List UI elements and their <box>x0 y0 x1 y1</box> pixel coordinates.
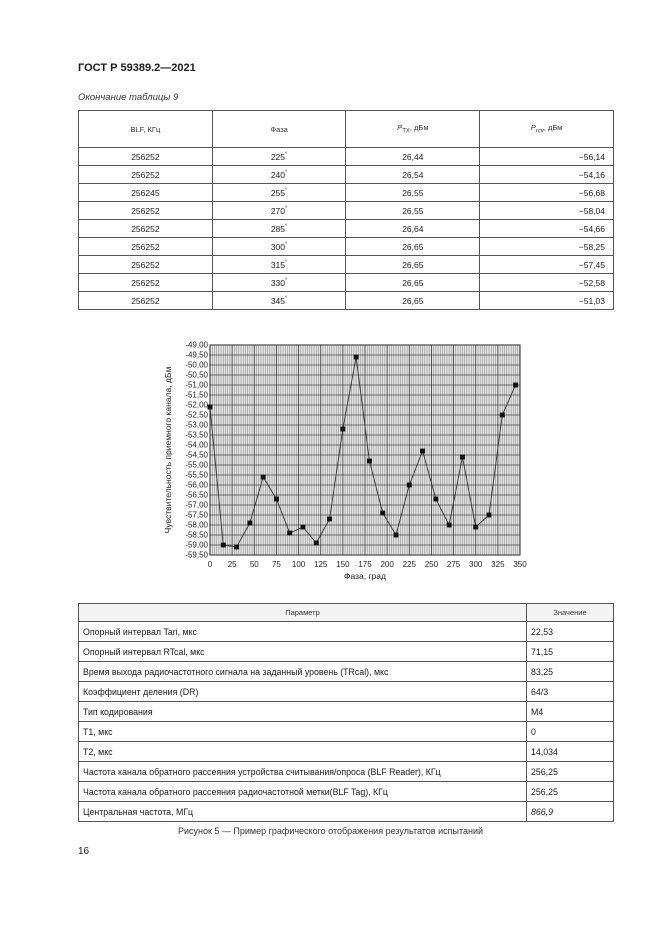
degree-sign: ° <box>285 169 288 176</box>
y-tick-label: -56,50 <box>185 490 208 500</box>
table-row <box>79 256 614 274</box>
parameters-table <box>78 603 614 822</box>
data-point <box>261 475 266 480</box>
phase-value: 345 <box>270 295 285 306</box>
ptx-subscript: TX <box>402 128 410 135</box>
degree-sign: ° <box>285 241 288 248</box>
param-value: 866,9 <box>527 802 614 822</box>
param-value: 71,15 <box>527 642 614 662</box>
x-axis-label: Фаза, град <box>344 571 386 581</box>
param-value: 83,25 <box>527 662 614 682</box>
data-point <box>513 383 518 388</box>
cell-phase <box>212 220 346 238</box>
prcv-subscript: rcv <box>535 128 544 135</box>
degree-sign: ° <box>285 259 288 266</box>
cell-blf: 256252 <box>79 148 213 166</box>
table-row <box>79 274 614 292</box>
data-point <box>314 541 319 546</box>
param-name: T1, мкс <box>79 722 527 742</box>
data-point <box>287 531 292 536</box>
cell-prcv: −57,45 <box>480 256 614 274</box>
param-name: Тип кодирования <box>79 702 527 722</box>
ptx-unit: , дБм <box>409 123 429 133</box>
data-point <box>367 459 372 464</box>
cell-ptx: 26,65 <box>346 292 480 310</box>
params-header-row <box>79 604 614 622</box>
phase-value: 225 <box>270 151 285 162</box>
prcv-unit: , дБм <box>543 123 563 133</box>
cell-ptx: 26,64 <box>346 220 480 238</box>
y-tick-label: -57,50 <box>185 510 208 520</box>
col-header-ptx <box>346 111 480 148</box>
cell-prcv: −56,14 <box>480 148 614 166</box>
cell-prcv: −52,58 <box>480 274 614 292</box>
col-header-prcv <box>480 111 614 148</box>
cell-prcv: −54,16 <box>480 166 614 184</box>
data-point <box>327 517 332 522</box>
phase-value: 315 <box>270 259 285 270</box>
results-table <box>78 110 614 310</box>
table-caption: Окончание таблицы 9 <box>78 92 179 103</box>
document-header: ГОСТ Р 59389.2—2021 <box>78 62 196 74</box>
y-tick-label: -55,00 <box>185 460 208 470</box>
x-tick-label: 200 <box>380 560 394 569</box>
table-row <box>79 220 614 238</box>
x-tick-label: 125 <box>314 560 328 569</box>
x-tick-label: 350 <box>513 560 527 569</box>
x-tick-label: 25 <box>227 560 237 569</box>
data-point <box>460 455 465 460</box>
cell-blf: 256252 <box>79 292 213 310</box>
cell-blf: 256252 <box>79 274 213 292</box>
y-tick-label: -52,00 <box>185 400 208 410</box>
figure-caption: Рисунок 5 — Пример графического отображения результатов испытаний <box>177 826 484 836</box>
data-point <box>247 521 252 526</box>
cell-prcv: −54,66 <box>480 220 614 238</box>
phase-value: 330 <box>270 277 285 288</box>
y-tick-label: -59,50 <box>185 550 208 560</box>
cell-prcv: −56,68 <box>480 184 614 202</box>
y-axis-label: Чувствительность приемного канала, дБм <box>163 366 173 534</box>
param-value: 0 <box>527 722 614 742</box>
table-row <box>79 148 614 166</box>
param-name: Частота канала обратного рассеяния радиочастотной метки(BLF Tag), КГц <box>79 782 527 802</box>
x-tick-label: 250 <box>424 560 439 569</box>
param-name: Коэффициент деления (DR) <box>79 682 527 702</box>
table-row <box>79 166 614 184</box>
params-row <box>79 722 614 742</box>
cell-ptx: 26,65 <box>346 238 480 256</box>
y-tick-label: -57,00 <box>185 500 208 510</box>
params-row <box>79 622 614 642</box>
degree-sign: ° <box>285 277 288 284</box>
y-tick-label: -50,50 <box>185 370 208 380</box>
phase-value: 285 <box>270 223 285 234</box>
param-value: 14,034 <box>527 742 614 762</box>
data-point <box>487 513 492 518</box>
y-tick-label: -53,00 <box>185 420 208 430</box>
cell-blf: 256252 <box>79 256 213 274</box>
cell-prcv: −58,04 <box>480 202 614 220</box>
table-row <box>79 184 614 202</box>
param-name: Частота канала обратного рассеяния устройства считывания/опроса (BLF Reader), КГц <box>79 762 527 782</box>
data-point <box>221 543 226 548</box>
cell-blf: 256252 <box>79 202 213 220</box>
params-row <box>79 802 614 822</box>
cell-ptx: 26,65 <box>346 274 480 292</box>
cell-phase <box>212 184 346 202</box>
params-row <box>79 742 614 762</box>
degree-sign: ° <box>285 205 288 212</box>
params-row <box>79 762 614 782</box>
cell-phase <box>212 166 346 184</box>
phase-value: 255 <box>270 187 285 198</box>
params-row <box>79 662 614 682</box>
data-point <box>420 449 425 454</box>
table-row <box>79 202 614 220</box>
cell-phase <box>212 238 346 256</box>
param-value: 22,53 <box>527 622 614 642</box>
phase-sensitivity-chart <box>160 338 540 596</box>
phase-value: 300 <box>270 241 285 252</box>
table-row <box>79 238 614 256</box>
param-value: 64/3 <box>527 682 614 702</box>
param-name: Центральная частота, МГц <box>79 802 527 822</box>
prcv-symbol: P <box>530 123 536 133</box>
table-header-row <box>79 111 614 148</box>
col-header-phase: Фаза <box>212 111 346 148</box>
y-tick-label: -51,50 <box>185 390 208 400</box>
x-tick-label: 75 <box>271 560 281 569</box>
y-tick-label: -51,00 <box>185 380 208 390</box>
cell-prcv: −51,03 <box>480 292 614 310</box>
data-point <box>301 525 306 530</box>
cell-phase <box>212 256 346 274</box>
params-row <box>79 702 614 722</box>
data-point <box>380 511 385 516</box>
data-point <box>234 545 239 550</box>
ptx-symbol: P <box>397 123 403 133</box>
cell-phase <box>212 148 346 166</box>
y-tick-label: -54,50 <box>185 450 208 460</box>
cell-ptx: 26,44 <box>346 148 480 166</box>
cell-ptx: 26,65 <box>346 256 480 274</box>
param-value: M4 <box>527 702 614 722</box>
degree-sign: ° <box>285 295 288 302</box>
cell-prcv: −58,25 <box>480 238 614 256</box>
param-value: 256,25 <box>527 762 614 782</box>
cell-ptx: 26,54 <box>346 166 480 184</box>
cell-phase <box>212 292 346 310</box>
cell-blf: 256252 <box>79 238 213 256</box>
phase-value: 240 <box>270 169 285 180</box>
y-tick-label: -56,00 <box>185 480 208 490</box>
x-tick-label: 225 <box>402 560 416 569</box>
data-point <box>500 413 505 418</box>
y-tick-label: -59,00 <box>185 540 208 550</box>
phase-value: 270 <box>270 205 285 216</box>
x-tick-label: 150 <box>336 560 350 569</box>
y-tick-label: -49,00 <box>185 340 208 350</box>
x-tick-label: 0 <box>207 560 213 569</box>
cell-ptx: 26,55 <box>346 202 480 220</box>
data-point <box>354 355 359 360</box>
table-row <box>79 292 614 310</box>
y-tick-label: -49,50 <box>185 350 208 360</box>
degree-sign: ° <box>285 187 288 194</box>
x-tick-label: 100 <box>291 560 306 569</box>
data-point <box>394 533 399 538</box>
y-tick-label: -50,00 <box>185 360 208 370</box>
data-point <box>433 497 438 502</box>
param-name: Опорный интервал RTcal, мкс <box>79 642 527 662</box>
param-value: 256,25 <box>527 782 614 802</box>
params-row <box>79 682 614 702</box>
y-tick-label: -54,00 <box>185 440 208 450</box>
cell-blf: 256252 <box>79 166 213 184</box>
y-tick-label: -52,50 <box>185 410 208 420</box>
params-row <box>79 782 614 802</box>
data-point <box>208 405 213 410</box>
x-tick-label: 175 <box>358 560 372 569</box>
x-tick-label: 325 <box>491 560 505 569</box>
y-tick-label: -58,00 <box>185 520 208 530</box>
cell-blf: 256245 <box>79 184 213 202</box>
data-point <box>340 427 345 432</box>
degree-sign: ° <box>285 223 288 230</box>
cell-phase <box>212 202 346 220</box>
col-header-value: Значение <box>527 604 614 622</box>
param-name: T2, мкс <box>79 742 527 762</box>
x-tick-label: 50 <box>249 560 259 569</box>
x-tick-label: 275 <box>446 560 461 569</box>
col-header-parameter: Параметр <box>79 604 527 622</box>
cell-blf: 256252 <box>79 220 213 238</box>
data-point <box>447 523 452 528</box>
cell-ptx: 26,55 <box>346 184 480 202</box>
col-header-blf: BLF, КГц <box>79 111 213 148</box>
data-point <box>473 525 478 530</box>
data-point <box>407 483 412 488</box>
param-name: Время выхода радиочастотного сигнала на заданный уровень (TRcal), мкс <box>79 662 527 682</box>
cell-phase <box>212 274 346 292</box>
param-name: Опорный интервал Tari, мкс <box>79 622 527 642</box>
y-tick-label: -53,50 <box>185 430 208 440</box>
data-point <box>274 497 279 502</box>
degree-sign: ° <box>285 151 288 158</box>
params-row <box>79 642 614 662</box>
page-number: 16 <box>78 846 90 857</box>
y-tick-label: -55,50 <box>185 470 208 480</box>
x-tick-label: 300 <box>469 560 483 569</box>
y-tick-label: -58,50 <box>185 530 208 540</box>
